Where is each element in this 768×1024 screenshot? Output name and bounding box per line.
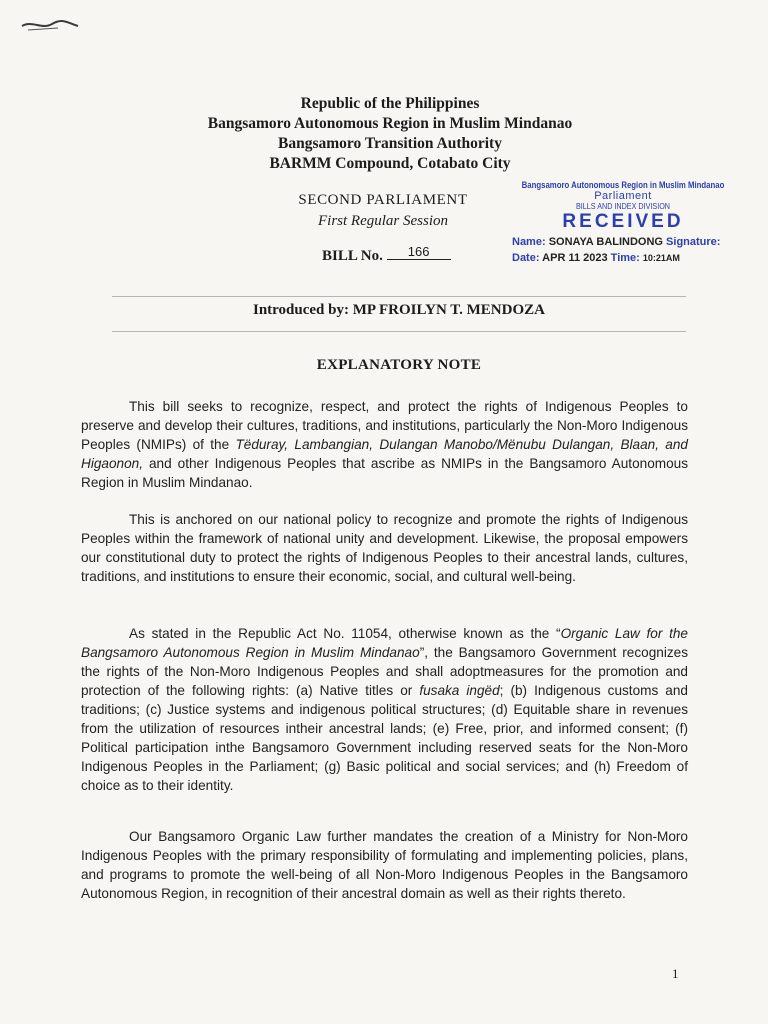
stamp-date-row (512, 252, 680, 264)
p1-italic: Tëduray, Lambangian, Dulangan Manobo/Mënubu Dulangan, Blaan, and Higaonon, (81, 437, 688, 471)
p2-text: This is anchored on our national policy to recognize and promote the rights of Indigenous Peoples within the framework of national unity and development. Likewise, the proposal empowers our constitutional duty to protect the rights of Indigenous Peoples to their ancestral lands, cultures, traditions, and institutions to ensure their economic, social, and cultural well-being. (81, 512, 688, 584)
stamp-name-row (512, 236, 720, 248)
stamp-name-value: SONAYA BALINDONG (548, 236, 663, 248)
paragraph-1 (81, 397, 688, 492)
p3-text-b: ”, the Bangsamoro Government recognizes the rights of the Non-Moro Indigenous Peoples and shall adoptmeasures for the promotion and protection of the following rights: (a) Native titles or (81, 645, 688, 698)
page-number: 1 (672, 966, 679, 981)
stamp-division: BILLS AND INDEX DIVISION (575, 202, 671, 211)
parliament-label: SECOND PARLIAMENT (298, 192, 468, 208)
paragraph-2 (81, 510, 688, 586)
divider-top (112, 296, 686, 297)
stamp-parliament: Parliament (594, 190, 652, 202)
session-label: First Regular Session (318, 213, 448, 229)
header-country: Republic of the Philippines (300, 95, 480, 112)
stamp-time-value: 10:21AM (642, 253, 680, 263)
stamp-date-value: APR 11 2023 (542, 252, 608, 264)
stamp-name-label: Name: (512, 236, 546, 248)
explanatory-note-title: EXPLANATORY NOTE (316, 357, 482, 373)
received-stamp (510, 180, 736, 272)
p1-text-a: This bill seeks to recognize, respect, and protect the rights of Indigenous Peoples to preserve and develop their cultures, traditions, and institutions, particularly the Non-Moro Indigenous Peoples (NMIPs) of the (81, 399, 688, 452)
bill-number: 166 (387, 244, 451, 260)
stamp-signature-label: Signature: (666, 236, 721, 248)
stamp-date-label: Date: (512, 252, 540, 264)
stamp-region: Bangsamoro Autonomous Region in Muslim Mindanao (521, 180, 725, 191)
paragraph-3 (81, 624, 688, 795)
bill-number-line (322, 244, 451, 265)
p3-text-a: As stated in the Republic Act No. 11054, otherwise known as the “ (129, 626, 561, 641)
bill-label: BILL No. (322, 248, 383, 264)
p1-text-b: and other Indigenous Peoples that ascribe as NMIPs in the Bangsamoro Autonomous Region in Muslim Mindanao. (81, 456, 688, 490)
handwritten-mark (18, 14, 88, 36)
p3-italic-2: fusaka ingëd (419, 683, 500, 698)
stamp-received: RECEIVED (562, 211, 684, 232)
p3-italic: Organic Law for the Bangsamoro Autonomous Region in Muslim Mindanao (81, 626, 688, 660)
paragraph-4 (81, 827, 688, 903)
stamp-time-label: Time: (610, 252, 640, 264)
header-authority: Bangsamoro Transition Authority (278, 135, 502, 152)
header-address: BARMM Compound, Cotabato City (269, 155, 511, 172)
divider-bottom (112, 331, 686, 332)
header-region: Bangsamoro Autonomous Region in Muslim Mindanao (207, 115, 573, 132)
introduced-by: Introduced by: MP FROILYN T. MENDOZA (253, 302, 545, 318)
document-header (140, 94, 640, 174)
p4-text: Our Bangsamoro Organic Law further mandates the creation of a Ministry for Non-Moro Indigenous Peoples with the primary responsibility of formulating and implementing policies, plans, and programs to promote the well-being of all Non-Moro Indigenous Peoples in the Bangsamoro Autonomous Region, in recognition of their ancestral domain as well as their rights thereto. (81, 829, 688, 901)
p3-text-c: ; (b) Indigenous customs and traditions; (c) Justice systems and indigenous political structures; (d) Equitable share in revenues from the utilization of resources intheir ancestral lands; (e) Free, prior, and informed consent; (f) Political participation inthe Bangsamoro Government including reserved seats for the Non-Moro Indigenous Peoples in the Parliament; (g) Basic political and social services; and (h) Freedom of choice as to their identity. (81, 683, 688, 793)
session-block (258, 190, 508, 232)
